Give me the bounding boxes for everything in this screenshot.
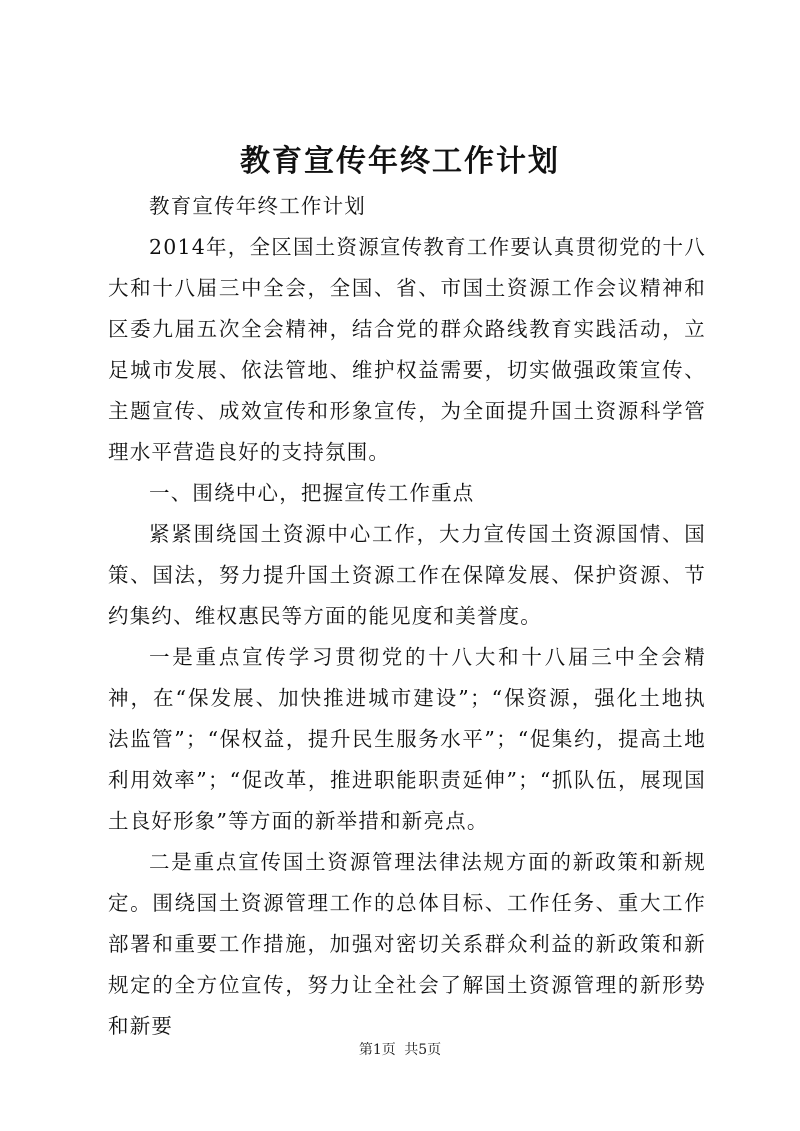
document-body (108, 186, 706, 1047)
page-total: 共5页 (404, 1042, 442, 1058)
paragraph-section-summary: 紧紧围绕国土资源中心工作，大力宣传国土资源国情、国策、国法，努力提升国土资源工作在保障发展、保护资源、节约集约、维权惠民等方面的能见度和美誉度。 (108, 522, 706, 628)
paragraph-intro: 2014年，全区国土资源宣传教育工作要认真贯彻党的十八大和十八届三中全会，全国、省、市国土资源工作会议精神和区委九届五次全会精神，结合党的群众路线教育实践活动，立足城市发展、依法管地、维护权益需要，切实做强政策宣传、主题宣传、成效宣传和形象宣传，为全面提升国土资源科学管理水平营造良好的支持氛围。 (108, 235, 706, 464)
page-number: 第1页 (358, 1042, 396, 1058)
document-title: 教育宣传年终工作计划 (240, 144, 560, 179)
paragraph-point-two: 二是重点宣传国土资源管理法律法规方面的新政策和新规定。围绕国土资源管理工作的总体目标、工作任务、重大工作部署和重要工作措施，加强对密切关系群众利益的新政策和新规定的全方位宣传，努力让全社会了解国土资源管理的新形势和新要 (108, 850, 706, 1038)
paragraph-subtitle: 教育宣传年终工作计划 (149, 194, 366, 218)
section-heading: 一、围绕中心，把握宣传工作重点 (149, 481, 475, 505)
page-footer (0, 1040, 800, 1060)
paragraph-point-one: 一是重点宣传学习贯彻党的十八大和十八届三中全会精神，在“保发展、加快推进城市建设”；“保资源，强化土地执法监管”；“保权益，提升民生服务水平”；“促集约，提高土地利用效率”；“促改革，推进职能职责延伸”；“抓队伍，展现国土良好形象”等方面的新举措和新亮点。 (108, 645, 706, 833)
